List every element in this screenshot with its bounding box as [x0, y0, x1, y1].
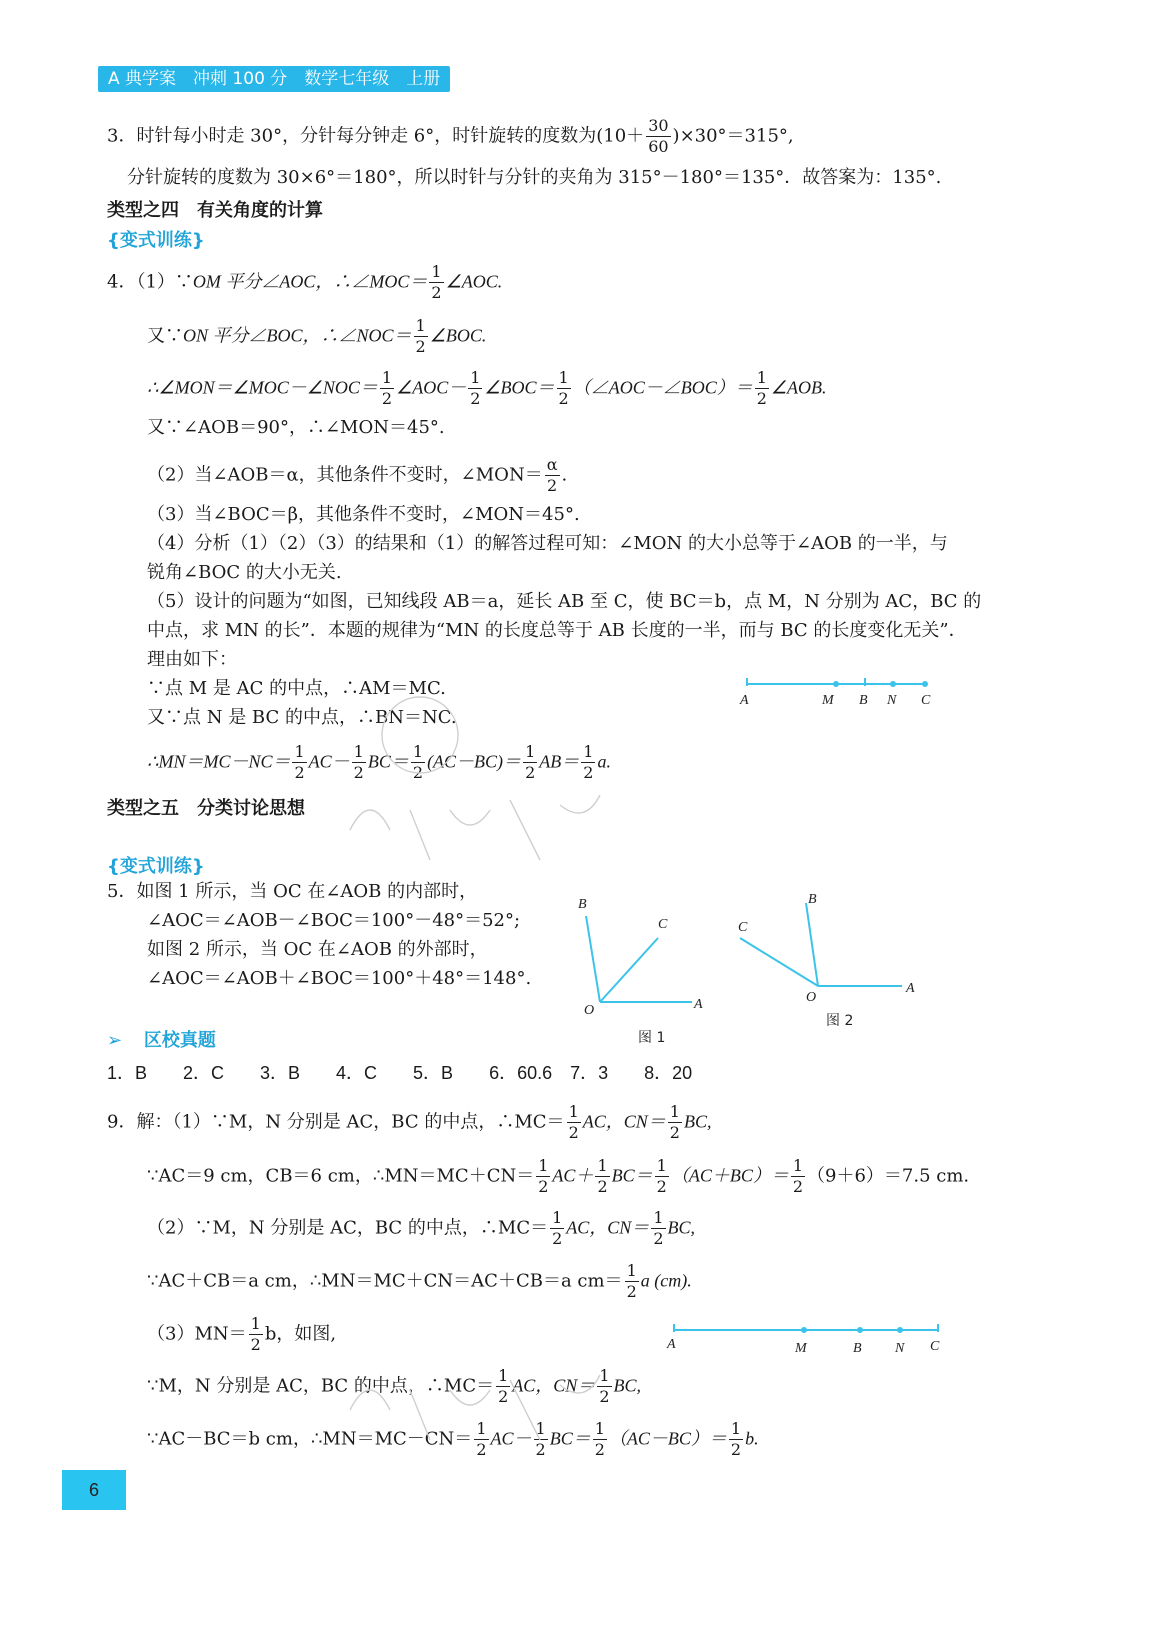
q9-line5: （3）MN＝ $\frac{1}{2}$ b，如图, [147, 1314, 337, 1354]
q5-figure2 [730, 883, 930, 1038]
q4-line12: ∵点 M 是 AC 的中点，∴AM＝MC. [147, 678, 446, 699]
section4-title: 类型之四 有关角度的计算 [107, 200, 323, 221]
header-banner: A 典学案 冲刺 100 分 数学七年级 上册 [98, 66, 450, 92]
q4-line11: 理由如下： [147, 649, 237, 670]
section5-tag: {变式训练} [107, 856, 205, 877]
fig1-label-c: C [658, 917, 668, 932]
q3-line1 [107, 118, 794, 155]
fig1-label-a: A [694, 997, 703, 1012]
fig1-caption: 图 1 [638, 1030, 666, 1046]
q4-line8: 锐角∠BOC 的大小无关. [147, 562, 342, 583]
q4-label-b: B [859, 693, 868, 708]
q9-label-b: B [853, 1341, 862, 1356]
q4-label-a: A [740, 693, 749, 708]
fig1-label-o: O [584, 1003, 595, 1018]
q9-segment-figure [662, 1318, 952, 1358]
q4-point-n [890, 681, 896, 687]
q4-label-c: C [921, 693, 931, 708]
q3-text-a: 3．时针每小时走 30°，分针每分钟走 6°，时针旋转的度数为(10＋ [107, 125, 645, 147]
q3-text-b: )×30°＝315°, [672, 125, 794, 147]
q9-line6: ∵M，N 分别是 AC，BC 的中点，∴MC＝ $\frac{1}{2}$ AC，CN＝ $\frac{1}{2}$ BC, [147, 1366, 642, 1406]
q4-line4: 又∵∠AOB＝90°，∴∠MON＝45°. [147, 417, 445, 438]
school-section-header [107, 1026, 216, 1052]
q9-point-m [801, 1327, 807, 1333]
fig1-label-b: B [578, 897, 587, 912]
q9-label-a: A [667, 1337, 676, 1352]
q9-line4: ∵AC＋CB＝a cm，∴MN＝MC＋CN＝AC＋CB＝a cm＝ $\frac{1}{2}$ a (cm). [147, 1261, 692, 1301]
q4-line6: （3）当∠BOC＝β，其他条件不变时，∠MON＝45°. [147, 504, 580, 525]
q9-line2: ∵AC＝9 cm，CB＝6 cm，∴MN＝MC＋CN＝ $\frac{1}{2}$ AC＋ $\frac{1}{2}$ BC＝ $\frac{1}{2}$ （AC＋BC）＝ $\frac{1}{2}$ （9＋6）＝7.5 cm. [147, 1156, 970, 1196]
fig2-label-b: B [808, 892, 817, 907]
q9-line3: （2）∵M，N 分别是 AC，BC 的中点，∴MC＝ $\frac{1}{2}$ AC，CN＝ $\frac{1}{2}$ BC, [147, 1208, 696, 1248]
page-number: 6 [62, 1470, 126, 1510]
school-section-title: 区校真题 [143, 1030, 216, 1051]
q9-label-n: N [895, 1341, 905, 1356]
q9-label-m: M [795, 1341, 807, 1356]
watermark-stamp [340, 690, 640, 890]
q4-label-n: N [887, 693, 897, 708]
q4-line5: （2）当∠AOB＝α，其他条件不变时，∠MON＝ $\frac{\alpha}{2}$ . [147, 455, 568, 495]
q3-line2: 分针旋转的度数为 30×6°＝180°，所以时针与分针的夹角为 315°－180°＝135°．故答案为：135°. [127, 167, 942, 188]
arrow-icon: ➢ [107, 1030, 123, 1051]
q9-label-c: C [930, 1339, 940, 1354]
q9-line1: 9．解：（1）∵M，N 分别是 AC，BC 的中点，∴MC＝ $\frac{1}{2}$ AC，CN＝ $\frac{1}{2}$ BC, [107, 1102, 712, 1142]
fig2-label-c: C [738, 920, 748, 935]
q4-line2: 又∵ON 平分∠BOC，∴∠NOC＝ $\frac{1}{2}$ ∠BOC. [147, 316, 487, 356]
q5-line4: ∠AOC＝∠AOB＋∠BOC＝100°＋48°＝148°. [147, 968, 532, 989]
q5-figure1 [570, 890, 720, 1050]
watermark-stamp-lower [340, 1330, 640, 1450]
q4-line9: （5）设计的问题为“如图，已知线段 AB＝a，延长 AB 至 C，使 BC＝b，点 M，N 分别为 AC，BC 的 [147, 591, 982, 612]
fig2-label-o: O [806, 990, 817, 1005]
q9-point-n [897, 1327, 903, 1333]
q5-line3: 如图 2 所示，当 OC 在∠AOB 的外部时， [147, 939, 488, 960]
q9-line7: ∵AC－BC＝b cm，∴MN＝MC－CN＝ $\frac{1}{2}$ AC－ $\frac{1}{2}$ BC＝ $\frac{1}{2}$ （AC－BC）＝ $\frac{1}{2}$ b. [147, 1419, 759, 1459]
q9-point-b [857, 1327, 863, 1333]
q5-line2: ∠AOC＝∠AOB－∠BOC＝100°－48°＝52°; [147, 910, 521, 931]
fig2-caption: 图 2 [826, 1013, 854, 1029]
q4-line10: 中点，求 MN 的长”．本题的规律为“MN 的长度总等于 AB 长度的一半，而与 BC 的长度变化无关”． [147, 620, 967, 641]
q5-line1: 5．如图 1 所示，当 OC 在∠AOB 的内部时， [107, 881, 478, 902]
q4-point-m [833, 681, 839, 687]
fig1-ray-oc [600, 938, 658, 1002]
fig1-ray-ob [586, 916, 600, 1002]
q4-line14: ∴MN＝MC－NC＝ $\frac{1}{2}$ AC－ $\frac{1}{2}$ BC＝ $\frac{1}{2}$ (AC－BC)＝ $\frac{1}{2}$ AB＝ $\frac{1}{2}$ a. [147, 742, 611, 782]
fig2-ray-oc [740, 938, 818, 986]
q4-line1: 4．（1）∵OM 平分∠AOC，∴∠MOC＝ $\frac{1}{2}$ ∠AOC. [107, 262, 503, 302]
q4-segment-figure [735, 672, 945, 712]
fig2-ray-ob [806, 903, 818, 986]
fig2-label-a: A [906, 981, 915, 996]
q4-line13: 又∵点 N 是 BC 的中点，∴BN＝NC. [147, 707, 457, 728]
q4-line7: （4）分析（1）（2）（3）的结果和（1）的解答过程可知：∠MON 的大小总等于∠AOB 的一半，与 [147, 533, 948, 554]
section5-title: 类型之五 分类讨论思想 [107, 798, 305, 819]
q4-line3: ∴∠MON＝∠MOC－∠NOC＝ $\frac{1}{2}$ ∠AOC－ $\frac{1}{2}$ ∠BOC＝ $\frac{1}{2}$ （∠AOC－∠BOC）＝ $\frac{1}{2}$ ∠AOB. [147, 368, 827, 408]
section4-tag: {变式训练} [107, 230, 205, 251]
answer-list: 1．B 2．C 3．B 4．C 5．B 6．60.6 7．3 8．20 [107, 1063, 693, 1083]
q4-point-c [922, 681, 928, 687]
q4-label-m: M [822, 693, 834, 708]
q3-fraction: $\frac{30}{60}$ [648, 116, 669, 156]
